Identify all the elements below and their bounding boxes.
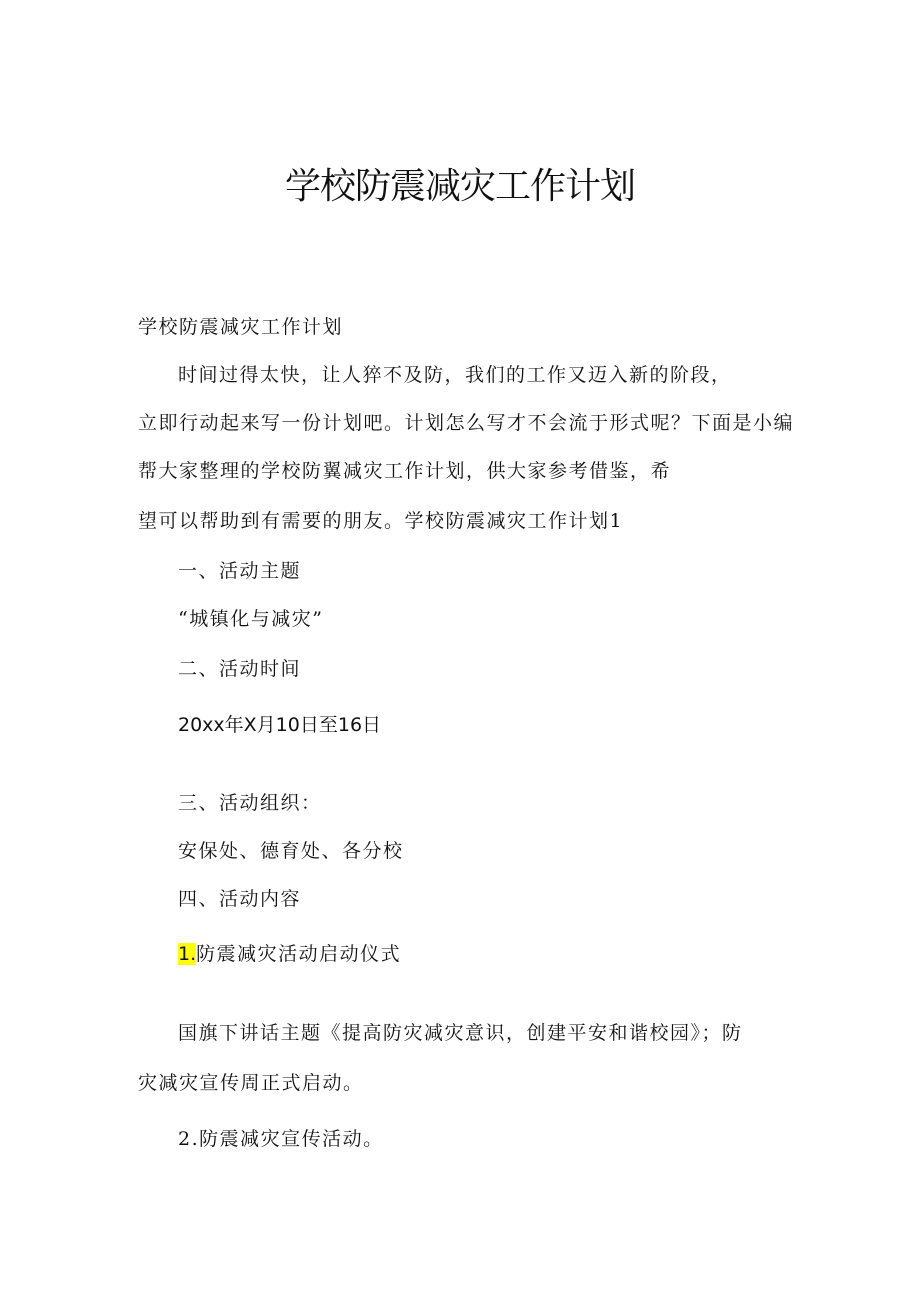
item-2-heading: 2.防震减灾宣传活动。 <box>178 1128 384 1150</box>
document-title: 学校防震减灾工作计划 <box>284 166 635 207</box>
time-text: 20xx年X月10日至16日 <box>178 714 382 736</box>
item-1-title: 防震减灾活动启动仪式 <box>196 943 402 965</box>
item-1-heading <box>178 941 401 967</box>
intro-line-4: 望可以帮助到有需要的朋友。学校防震减灾工作计划1 <box>138 510 624 532</box>
org-heading: 三、活动组织： <box>178 792 322 814</box>
intro-line-1: 时间过得太快，让人猝不及防，我们的工作又迈入新的阶段， <box>178 364 732 386</box>
document-subtitle: 学校防震减灾工作计划 <box>138 316 344 338</box>
intro-line-2: 立即行动起来写一份计划吧。计划怎么写才不会流于形式呢？下面是小编 <box>138 412 795 434</box>
theme-text: “城镇化与减灾” <box>178 608 324 630</box>
time-heading: 二、活动时间 <box>178 658 302 680</box>
content-heading: 四、活动内容 <box>178 888 302 910</box>
item-1-number: 1. <box>178 943 197 965</box>
org-text: 安保处、德育处、各分校 <box>178 840 404 862</box>
item-1-line-2: 灾减灾宣传周正式启动。 <box>138 1072 364 1094</box>
item-1-line-1: 国旗下讲话主题《提高防灾减灾意识，创建平安和谐校园》；防 <box>178 1022 743 1044</box>
intro-line-3: 帮大家整理的学校防翼减灾工作计划，供大家参考借鉴，希 <box>138 460 672 482</box>
theme-heading: 一、活动主题 <box>178 560 302 582</box>
